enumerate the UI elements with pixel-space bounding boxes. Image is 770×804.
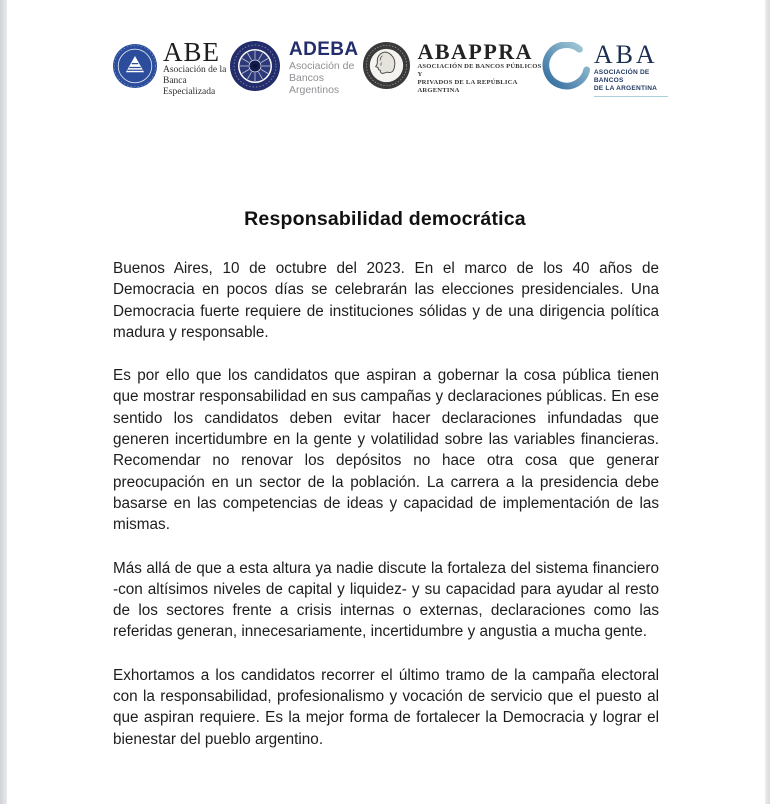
logo-aba [542, 39, 668, 97]
abappra-subtitle-line1: ASOCIACIÓN DE BANCOS PÚBLICOS Y [417, 63, 542, 78]
aba-text-block [593, 39, 668, 97]
aba-swirl-icon [542, 42, 592, 97]
aba-subtitle [594, 69, 668, 97]
paragraph-2: Es por ello que los candidatos que aspiran a gobernar la cosa pública tienen que mostrar responsabilidad en sus campañas y declaraciones públicas. En ese sentido los candidatos deben evitar hacer declaraciones infundadas que generen incertidumbre en la gente y volatilidad sobre las variables financieras. Recomendar no renovar los depósitos no hace otra cosa que generar preocupación en un sector de la población. La carrera a la presidencia debe basarse en las competencias de ideas y capacidad de implementación de las mismas. [113, 367, 659, 534]
adeba-acronym: ADEBA [288, 39, 359, 60]
page-right-edge [765, 0, 770, 804]
aba-subtitle-line1: ASOCIACIÓN DE BANCOS [593, 68, 650, 84]
logo-adeba [229, 40, 362, 97]
abe-subtitle-line1: Asociación de la [163, 64, 227, 75]
paragraph-1: Buenos Aires, 10 de octubre del 2023. En el marco de los 40 años de Democracia en pocos días se celebrarán las elecciones presidenciales. Una Democracia fuerte requiere de instituciones sólidas y de una dirigencia política madura y responsable. [113, 260, 659, 341]
abe-subtitle-line2: Banca Especializada [163, 75, 216, 97]
logo-row [112, 36, 668, 100]
abappra-seal-icon [362, 41, 411, 95]
aba-subtitle-line2: DE LA ARGENTINA [593, 84, 658, 92]
document-title: Responsabilidad democrática [244, 208, 526, 230]
abe-seal-icon [112, 43, 158, 94]
logo-abe [112, 36, 229, 98]
page-left-edge [0, 0, 7, 804]
document-body [113, 258, 659, 750]
adeba-text-block [289, 40, 362, 96]
abe-text-block [163, 36, 229, 98]
adeba-subtitle-line2: Bancos Argentinos [288, 72, 340, 96]
abappra-acronym: ABAPPRA [417, 39, 534, 64]
paragraph-3: Más allá de que a esta altura ya nadie discute la fortaleza del sistema financiero -con altísimos niveles de capital y liquidez- y su capacidad para ayudar al resto de los sectores frente a crisis internas o externas, declaraciones como las referidas generan, innecesariamente, incertidumbre y angustia a mucha gente. [113, 559, 659, 641]
paragraph-4: Exhortamos a los candidatos recorrer el último tramo de la campaña electoral con la responsabilidad, profesionalismo y vocación de servicio que el puesto al que aspiran requiere. Es la mejor forma de fortalecer la Democracia y lograr el bienestar del pueblo argentino. [113, 666, 659, 748]
adeba-seal-icon [229, 40, 281, 97]
abe-acronym: ABE [163, 36, 220, 67]
abappra-text-block [417, 41, 541, 95]
logo-abappra [362, 41, 541, 95]
abappra-subtitle-line2: PRIVADOS DE LA REPÚBLICA ARGENTINA [417, 79, 518, 94]
adeba-subtitle-line1: Asociación de [288, 60, 355, 72]
aba-acronym: ABA [593, 39, 658, 69]
